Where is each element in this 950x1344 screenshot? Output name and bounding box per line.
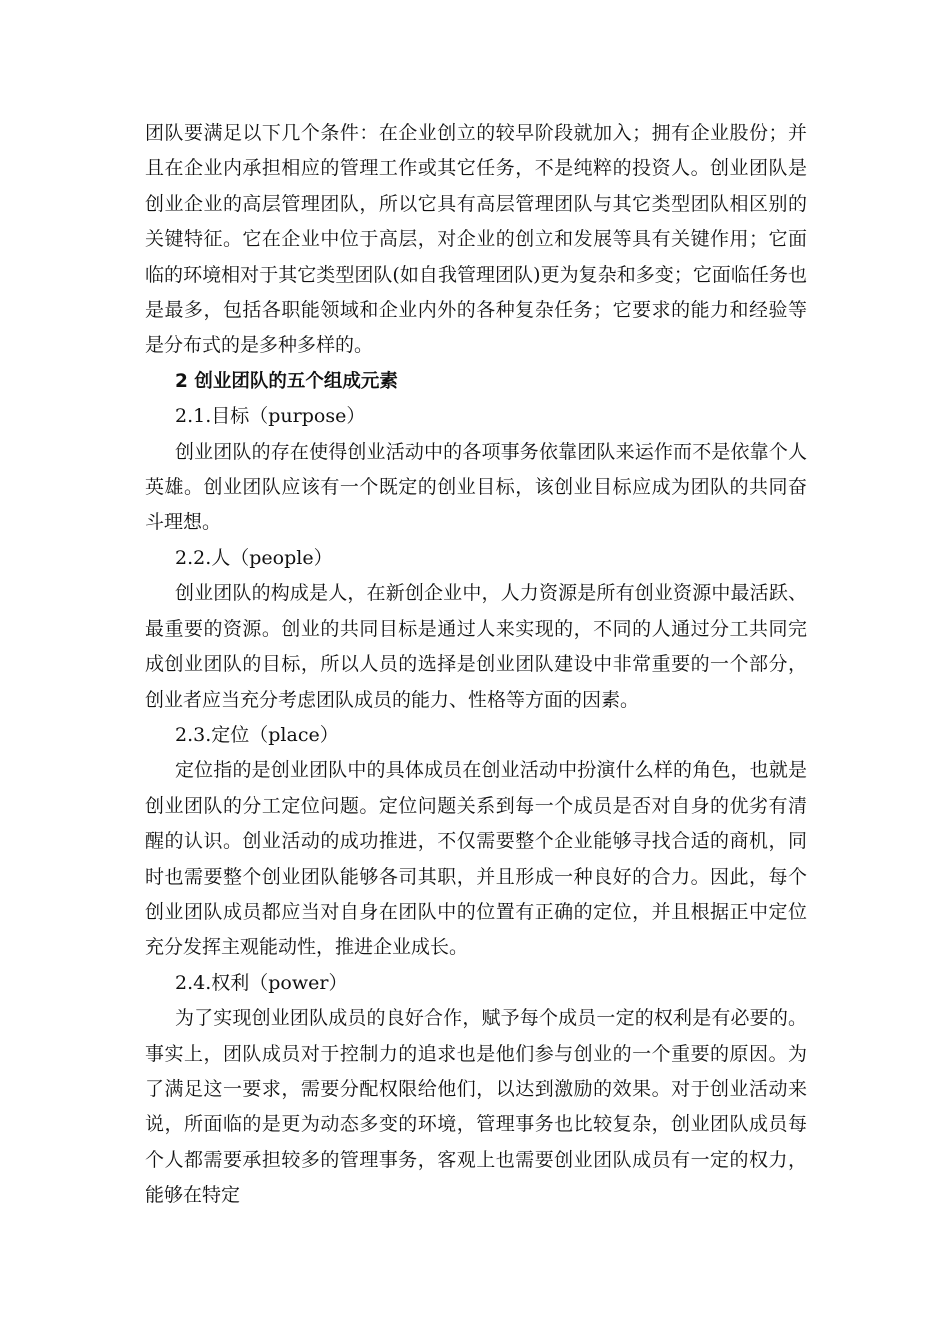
subsection-heading-place: 2.3.定位（place）	[175, 723, 339, 746]
intro-paragraph: 团队要满足以下几个条件：在企业创立的较早阶段就加入；拥有企业股份；并且在企业内承担相应的管理工作或其它任务，不是纯粹的投资人。创业团队是创业企业的高层管理团队，所以它具有高层管理团队与其它类型团队相区别的关键特征。它在企业中位于高层，对企业的创立和发展等具有关键作用；它面临的环境相对于其它类型团队(如自我管理团队)更为复杂和多变；它面临任务也是最多，包括各职能领域和企业内外的各种复杂任务；它要求的能力和经验等是分布式的是多种多样的。	[145, 122, 807, 357]
subsection-body-people: 创业团队的构成是人，在新创企业中，人力资源是所有创业资源中最活跃、最重要的资源。创业的共同目标是通过人来实现的，不同的人通过分工共同完成创业团队的目标，所以人员的选择是创业团队建设中非常重要的一个部分，创业者应当充分考虑团队成员的能力、性格等方面的因素。	[145, 582, 807, 711]
document-page	[145, 116, 807, 1214]
subsection-heading-people: 2.2.人（people）	[175, 546, 333, 569]
section-heading: 2 创业团队的五个组成元素	[175, 370, 398, 392]
subsection-heading-purpose: 2.1.目标（purpose）	[175, 405, 366, 428]
subsection-body-purpose: 创业团队的存在使得创业活动中的各项事务依靠团队来运作而不是依靠个人英雄。创业团队应该有一个既定的创业目标，该创业目标应成为团队的共同奋斗理想。	[145, 440, 807, 534]
subsection-heading-power: 2.4.权利（power）	[175, 971, 348, 994]
subsection-body-power: 为了实现创业团队成员的良好合作，赋予每个成员一定的权利是有必要的。事实上，团队成员对于控制力的追求也是他们参与创业的一个重要的原因。为了满足这一要求，需要分配权限给他们，以达到激励的效果。对于创业活动来说，所面临的是更为动态多变的环境，管理事务也比较复杂，创业团队成员每个人都需要承担较多的管理事务，客观上也需要创业团队成员有一定的权力，能够在特定	[145, 1007, 807, 1207]
subsection-body-place: 定位指的是创业团队中的具体成员在创业活动中扮演什么样的角色，也就是创业团队的分工定位问题。定位问题关系到每一个成员是否对自身的优劣有清醒的认识。创业活动的成功推进，不仅需要整个企业能够寻找合适的商机，同时也需要整个创业团队能够各司其职，并且形成一种良好的合力。因此，每个创业团队成员都应当对自身在团队中的位置有正确的定位，并且根据正中定位充分发挥主观能动性，推进企业成长。	[145, 759, 807, 959]
